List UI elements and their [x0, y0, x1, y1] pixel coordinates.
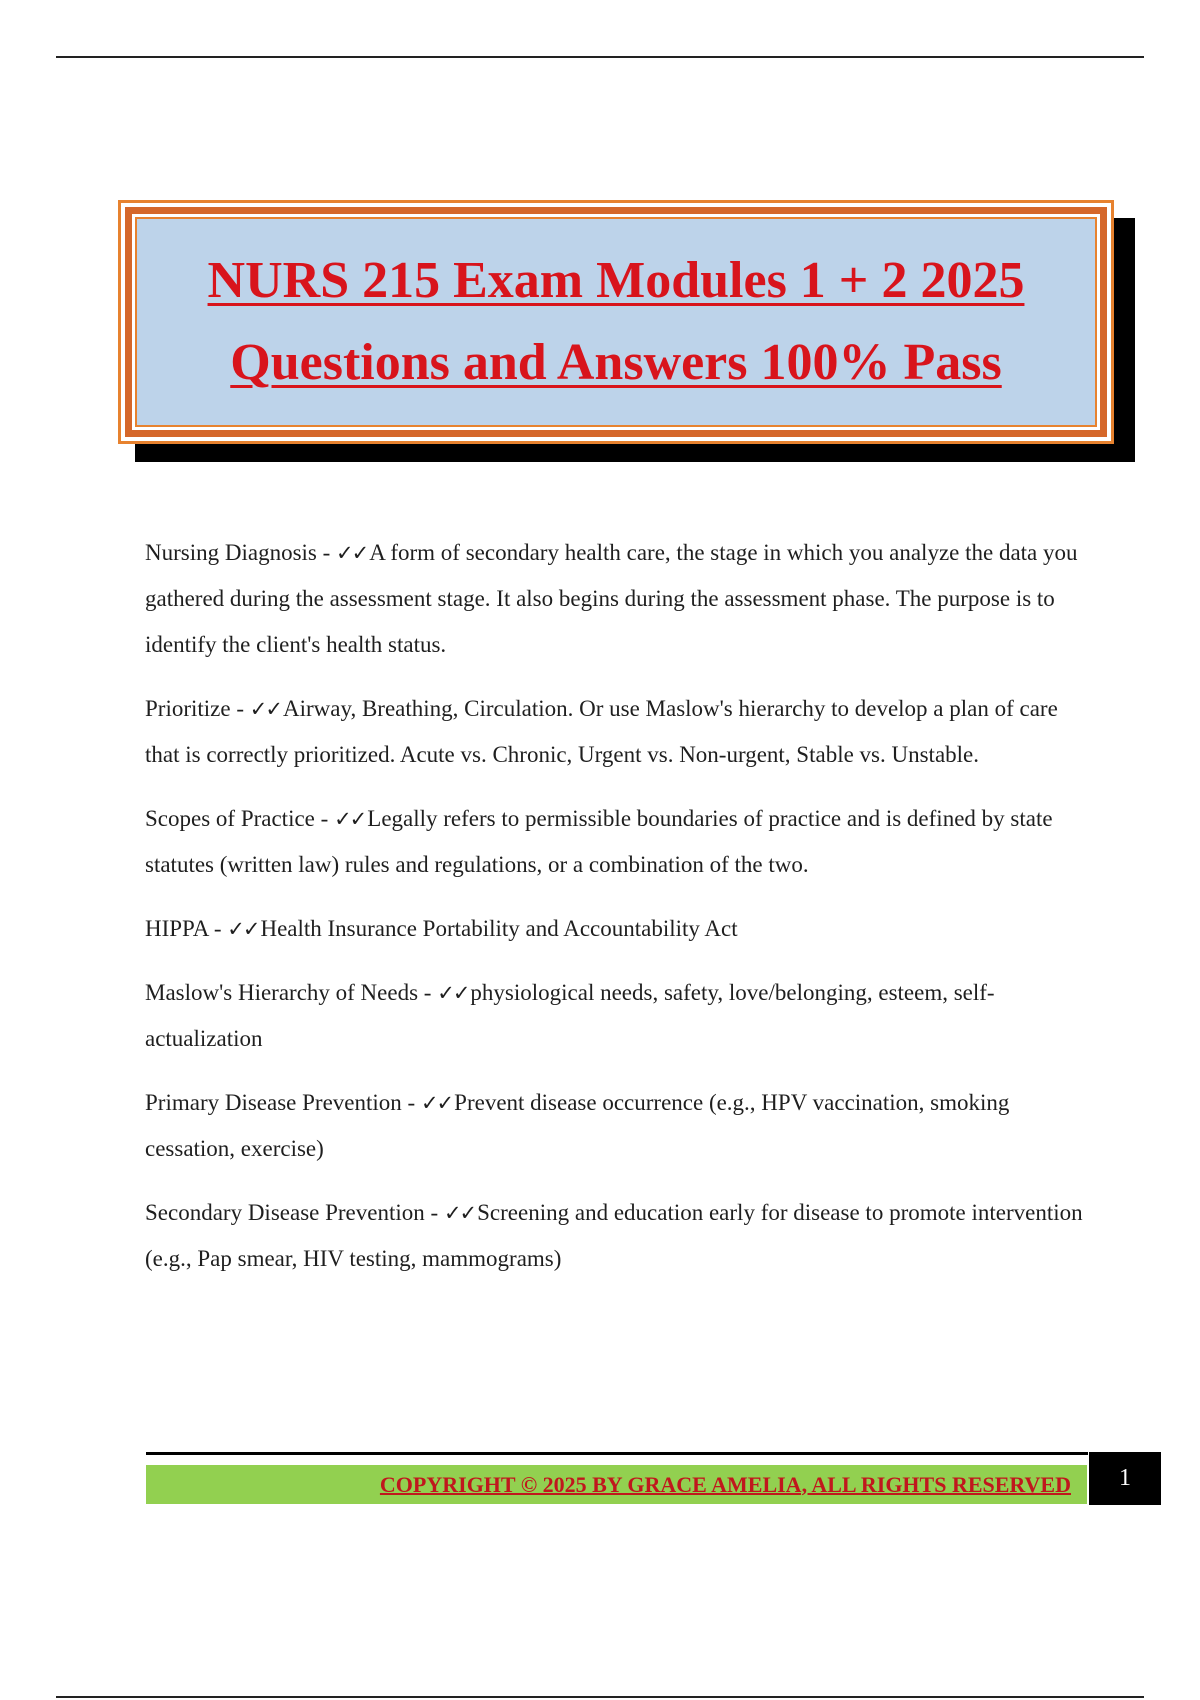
- title-line-1: NURS 215 Exam Modules 1 + 2 2025: [207, 252, 1025, 309]
- double-check-icon: ✓✓: [437, 981, 469, 1005]
- title-banner: [118, 200, 1114, 444]
- page-number: 1: [1089, 1452, 1161, 1505]
- qa-term: Scopes of Practice: [145, 806, 315, 831]
- qa-entry-maslows-hierarchy: Maslow's Hierarchy of Needs - ✓✓physiological needs, safety, love/belonging, esteem, self-actualization: [145, 980, 995, 1051]
- qa-answer: Screening and education early for disease to promote intervention (e.g., Pap smear, HIV testing, mammograms): [145, 1200, 1083, 1271]
- double-check-icon: ✓✓: [227, 917, 259, 941]
- qa-entry-prioritize: Prioritize - ✓✓Airway, Breathing, Circulation. Or use Maslow's hierarchy to develop a plan of care that is correctly prioritized. Acute vs. Chronic, Urgent vs. Non-urgent, Stable vs. Unstable.: [145, 696, 1058, 767]
- copyright-notice: COPYRIGHT © 2025 BY GRACE AMELIA, ALL RIGHTS RESERVED: [379, 1471, 1071, 1497]
- qa-term: Nursing Diagnosis: [145, 540, 317, 565]
- double-check-icon: ✓✓: [249, 697, 281, 721]
- qa-answer: Health Insurance Portability and Accountability Act: [260, 916, 738, 941]
- qa-entry-primary-prevention: Primary Disease Prevention - ✓✓Prevent disease occurrence (e.g., HPV vaccination, smoking cessation, exercise): [145, 1090, 1010, 1161]
- double-check-icon: ✓✓: [443, 1201, 476, 1225]
- title-line-2: Questions and Answers 100% Pass: [230, 334, 1002, 391]
- qa-answer: A form of secondary health care, the stage in which you analyze the data you gathered during the assessment stage. It also begins during the assessment phase. The purpose is to identify the client's health status.: [145, 540, 1078, 657]
- qa-answer: Prevent disease occurrence (e.g., HPV vaccination, smoking cessation, exercise): [145, 1090, 1010, 1161]
- double-check-icon: ✓✓: [336, 541, 368, 565]
- top-page-rule: [56, 56, 1144, 58]
- qa-entry-scopes-of-practice: Scopes of Practice - ✓✓Legally refers to permissible boundaries of practice and is defined by state statutes (written law) rules and regulations, or a combination of the two.: [145, 806, 1053, 877]
- qa-answer: Airway, Breathing, Circulation. Or use Maslow's hierarchy to develop a plan of care that is correctly prioritized. Acute vs. Chronic, Urgent vs. Non-urgent, Stable vs. Unstable.: [145, 696, 1058, 767]
- qa-entry-nursing-diagnosis: Nursing Diagnosis - ✓✓A form of secondary health care, the stage in which you analyze the data you gathered during the assessment stage. It also begins during the assessment phase. The purpose is to identify the client's health status.: [145, 540, 1078, 657]
- qa-term: HIPPA: [145, 916, 209, 941]
- double-check-icon: ✓✓: [420, 1091, 453, 1115]
- bottom-page-rule: [56, 1696, 1144, 1698]
- qa-term: Prioritize: [145, 696, 231, 721]
- qa-list: [145, 530, 1095, 1300]
- footer-bar: [146, 1465, 1087, 1504]
- qa-entry-hippa: HIPPA - ✓✓Health Insurance Portability and Accountability Act: [145, 916, 738, 941]
- double-check-icon: ✓✓: [334, 807, 366, 831]
- qa-term: Maslow's Hierarchy of Needs: [145, 980, 419, 1005]
- qa-term: Primary Disease Prevention: [145, 1090, 402, 1115]
- qa-entry-secondary-prevention: Secondary Disease Prevention - ✓✓Screening and education early for disease to promote intervention (e.g., Pap smear, HIV testing, mammograms): [145, 1200, 1083, 1271]
- qa-answer: Legally refers to permissible boundaries of practice and is defined by state statutes (written law) rules and regulations, or a combination of the two.: [145, 806, 1053, 877]
- qa-answer: physiological needs, safety, love/belonging, esteem, self-actualization: [145, 980, 995, 1051]
- qa-term: Secondary Disease Prevention: [145, 1200, 425, 1225]
- footer-rule: [146, 1452, 1088, 1455]
